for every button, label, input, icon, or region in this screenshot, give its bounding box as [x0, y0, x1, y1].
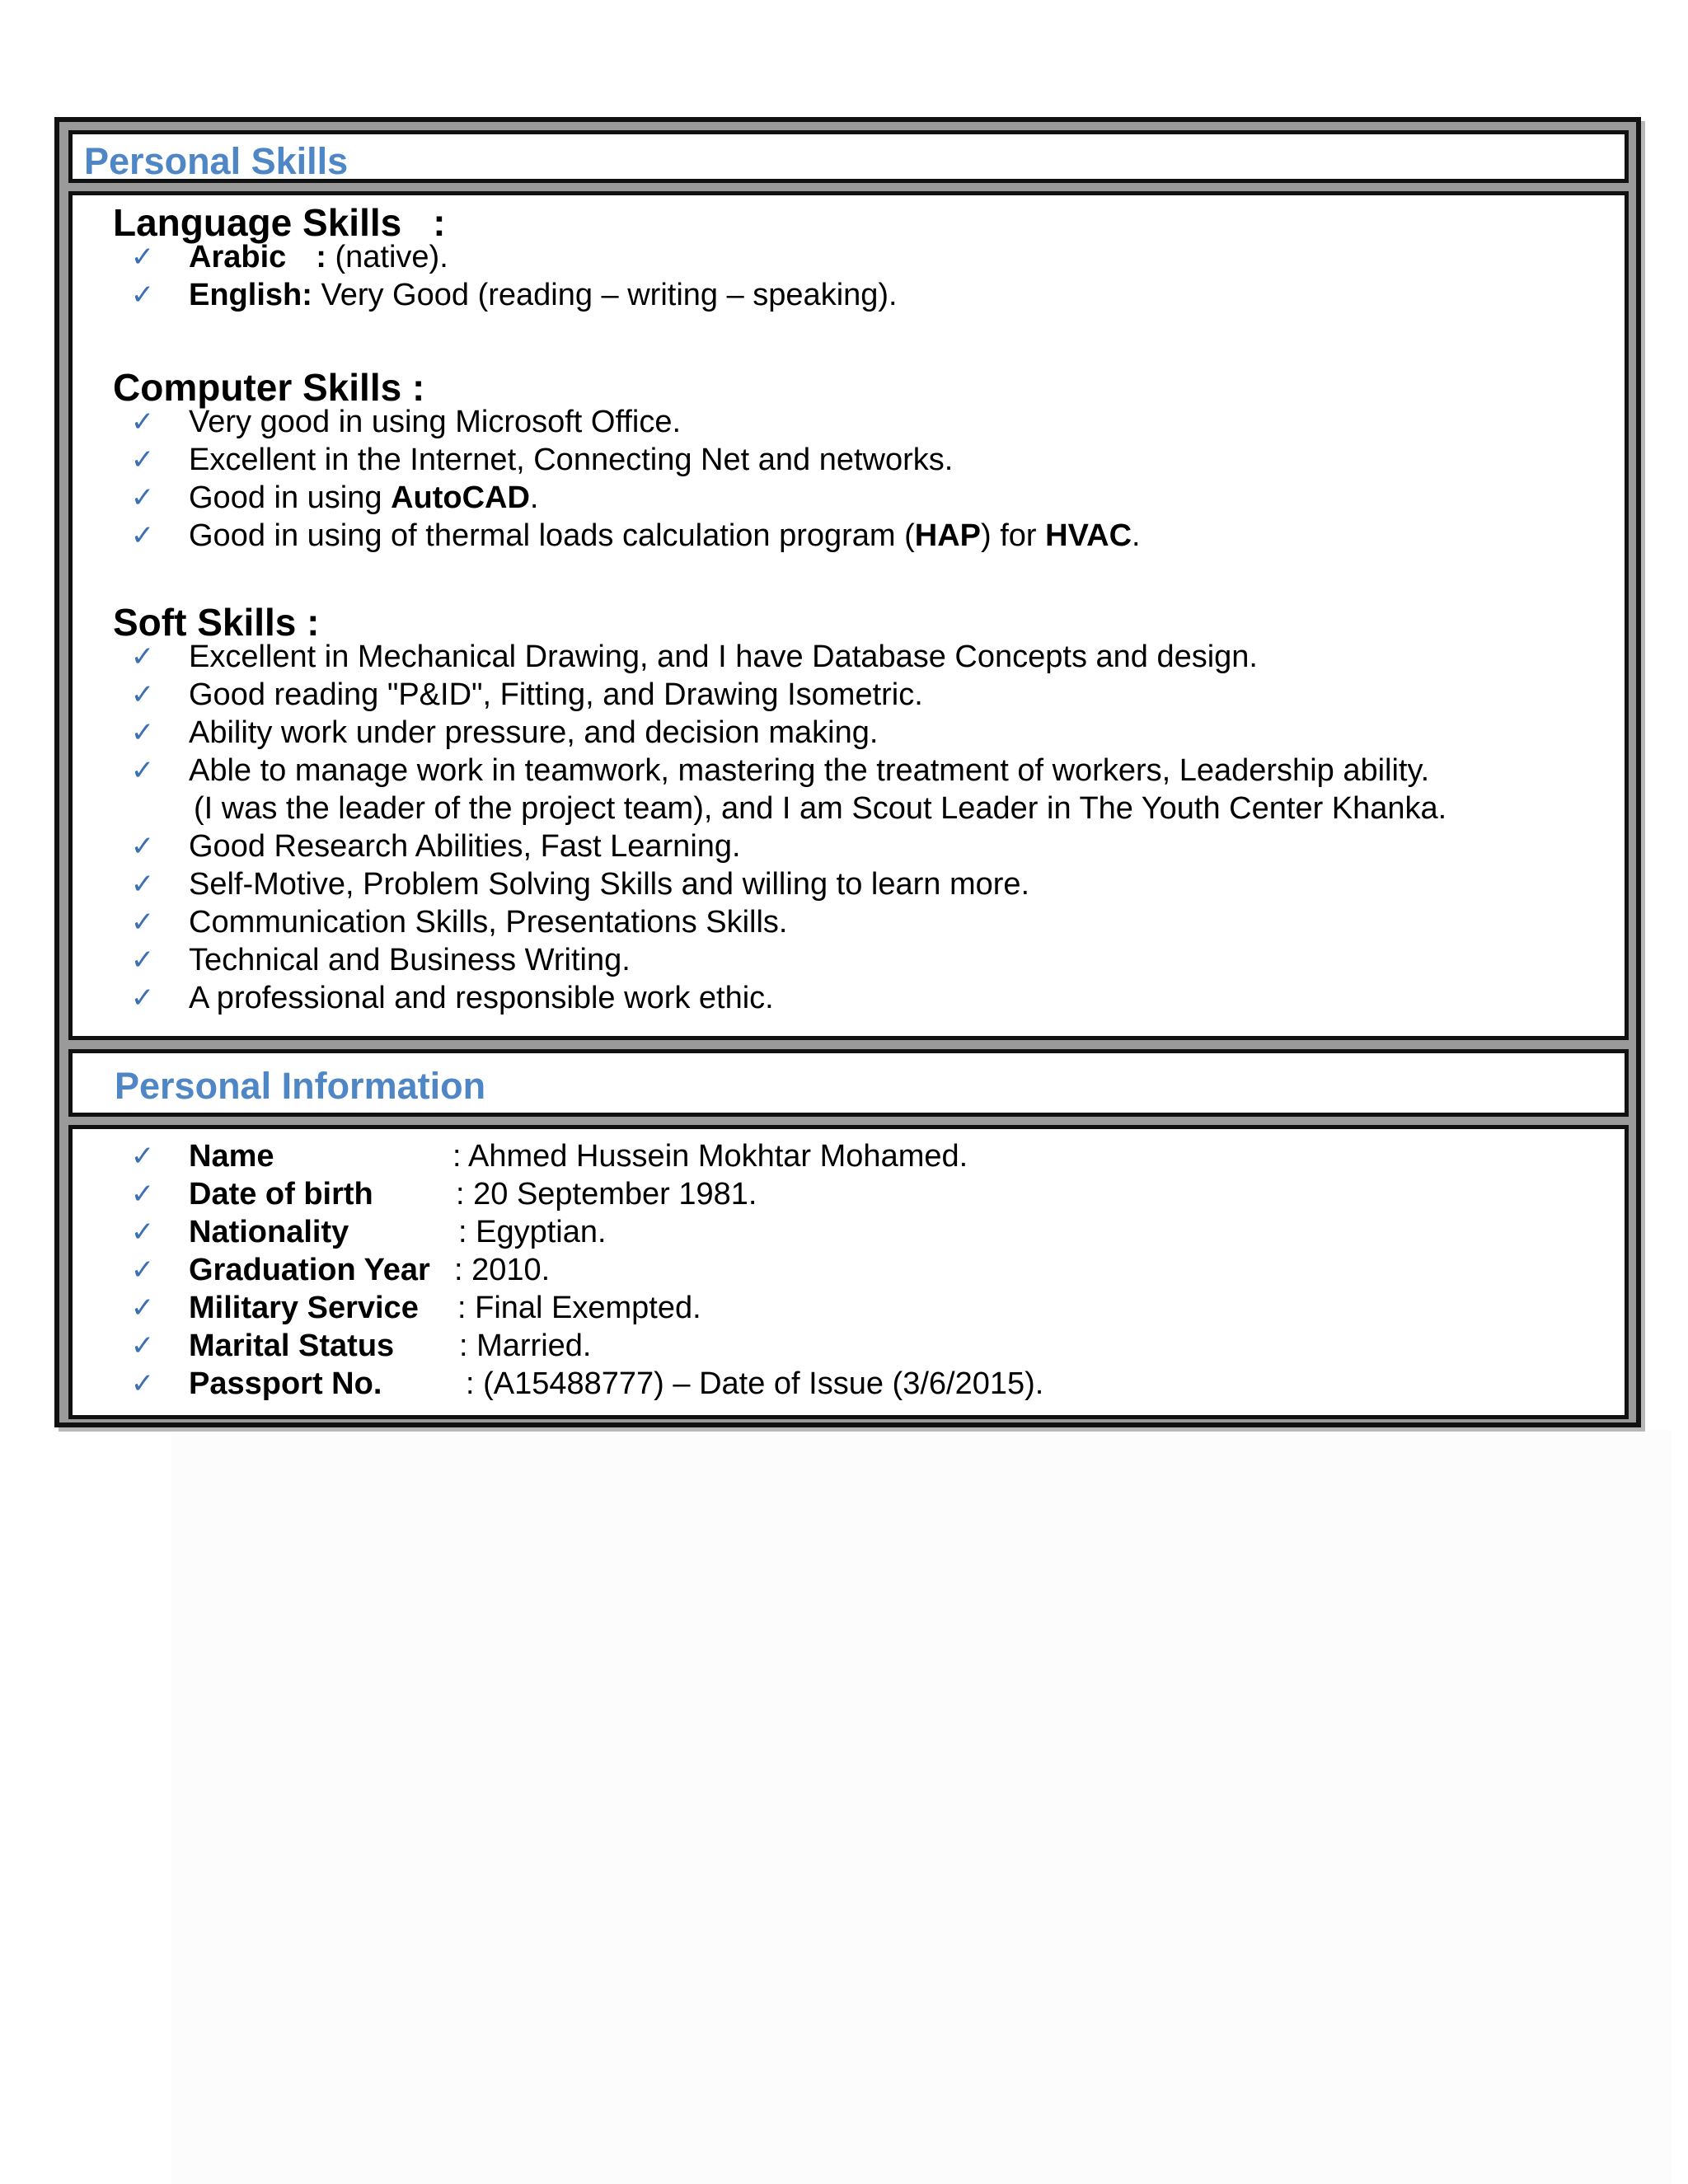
checkmark-icon: ✓: [130, 1140, 155, 1173]
checkmark-icon: ✓: [130, 1216, 155, 1249]
info-value: : 2010.: [454, 1253, 551, 1287]
checkmark-icon: ✓: [130, 982, 155, 1015]
info-value: : Egyptian.: [458, 1215, 607, 1249]
checkmark-icon: ✓: [130, 443, 155, 476]
info-value: : Ahmed Hussein Mokhtar Mohamed.: [452, 1139, 968, 1174]
info-value: : (A15488777) – Date of Issue (3/6/2015).: [466, 1366, 1044, 1401]
list-item-text: Communication Skills, Presentations Skills.: [189, 905, 788, 940]
info-value: : 20 September 1981.: [456, 1177, 757, 1212]
language-label: Arabic: [189, 240, 287, 274]
list-item-bold: HVAC: [1045, 518, 1132, 553]
checkmark-icon: ✓: [130, 1291, 155, 1324]
info-label: Marital Status: [189, 1329, 395, 1363]
checkmark-icon: ✓: [130, 868, 155, 901]
info-value: : Married.: [459, 1329, 592, 1363]
list-item-text: Good in using: [189, 480, 392, 515]
checkmark-icon: ✓: [130, 754, 155, 787]
checkmark-icon: ✓: [130, 481, 155, 514]
soft-skills-heading: Soft Skills :: [113, 601, 320, 644]
checkmark-icon: ✓: [130, 241, 155, 274]
list-item-text: Technical and Business Writing.: [189, 943, 631, 977]
list-item-bold: HAP: [914, 518, 982, 553]
checkmark-icon: ✓: [130, 944, 155, 977]
info-label: Graduation Year: [189, 1253, 430, 1287]
list-item-text: ) for: [981, 518, 1046, 553]
list-item-text: Very good in using Microsoft Office.: [189, 405, 682, 439]
list-item-text: Able to manage work in teamwork, mastering the treatment of workers, Leadership ability.: [189, 753, 1430, 788]
language-skills-heading: [113, 201, 446, 244]
checkmark-icon: ✓: [130, 716, 155, 749]
info-label: Nationality: [189, 1215, 349, 1249]
personal-information-body: [68, 1125, 1629, 1419]
list-item-text: Good Research Abilities, Fast Learning.: [189, 829, 741, 864]
list-item-text: Good in using of thermal loads calculation program (: [189, 518, 915, 553]
checkmark-icon: ✓: [130, 519, 155, 552]
info-label: Date of birth: [189, 1177, 373, 1212]
resume-frame: [54, 117, 1641, 1427]
info-label: Military Service: [189, 1291, 419, 1325]
list-item-bold: AutoCAD: [391, 480, 530, 515]
checkmark-icon: ✓: [130, 1329, 155, 1362]
language-label: English:: [189, 278, 312, 312]
checkmark-icon: ✓: [130, 1178, 155, 1211]
personal-information-header: [68, 1049, 1629, 1117]
language-sep: :: [316, 240, 326, 274]
checkmark-icon: ✓: [130, 1254, 155, 1286]
list-item-text: .: [529, 480, 539, 515]
info-label: Name: [189, 1139, 274, 1174]
list-item-text: Excellent in the Internet, Connecting Net and networks.: [189, 443, 954, 477]
checkmark-icon: ✓: [130, 640, 155, 673]
list-item-text: Excellent in Mechanical Drawing, and I have Database Concepts and design.: [189, 640, 1258, 674]
checkmark-icon: ✓: [130, 906, 155, 939]
checkmark-icon: ✓: [130, 1367, 155, 1400]
checkmark-icon: ✓: [130, 830, 155, 863]
list-item-text: Good reading "P&ID", Fitting, and Drawing Isometric.: [189, 677, 923, 712]
list-item-continuation: (I was the leader of the project team), and I am Scout Leader in The Youth Center Khanka.: [194, 791, 1447, 826]
checkmark-icon: ✓: [130, 279, 155, 312]
language-value: (native).: [335, 240, 448, 274]
personal-skills-body: [68, 191, 1629, 1040]
info-value: : Final Exempted.: [457, 1291, 701, 1325]
section-title-personal-information: Personal Information: [115, 1065, 486, 1107]
language-skills-colon: :: [433, 201, 446, 244]
list-item-text: Self-Motive, Problem Solving Skills and willing to learn more.: [189, 867, 1030, 902]
list-item-text: Ability work under pressure, and decision making.: [189, 715, 879, 750]
personal-skills-header: [68, 130, 1629, 183]
list-item-text: A professional and responsible work ethic.: [189, 981, 774, 1015]
checkmark-icon: ✓: [130, 405, 155, 438]
info-label: Passport No.: [189, 1366, 382, 1401]
checkmark-icon: ✓: [130, 678, 155, 711]
language-value: Very Good (reading – writing – speaking).: [321, 278, 898, 312]
computer-skills-heading: Computer Skills :: [113, 366, 425, 409]
section-title-personal-skills: Personal Skills: [84, 140, 349, 182]
list-item-text: .: [1132, 518, 1141, 553]
language-skills-heading-text: Language Skills: [113, 201, 402, 244]
page-background: [171, 1430, 1672, 2184]
